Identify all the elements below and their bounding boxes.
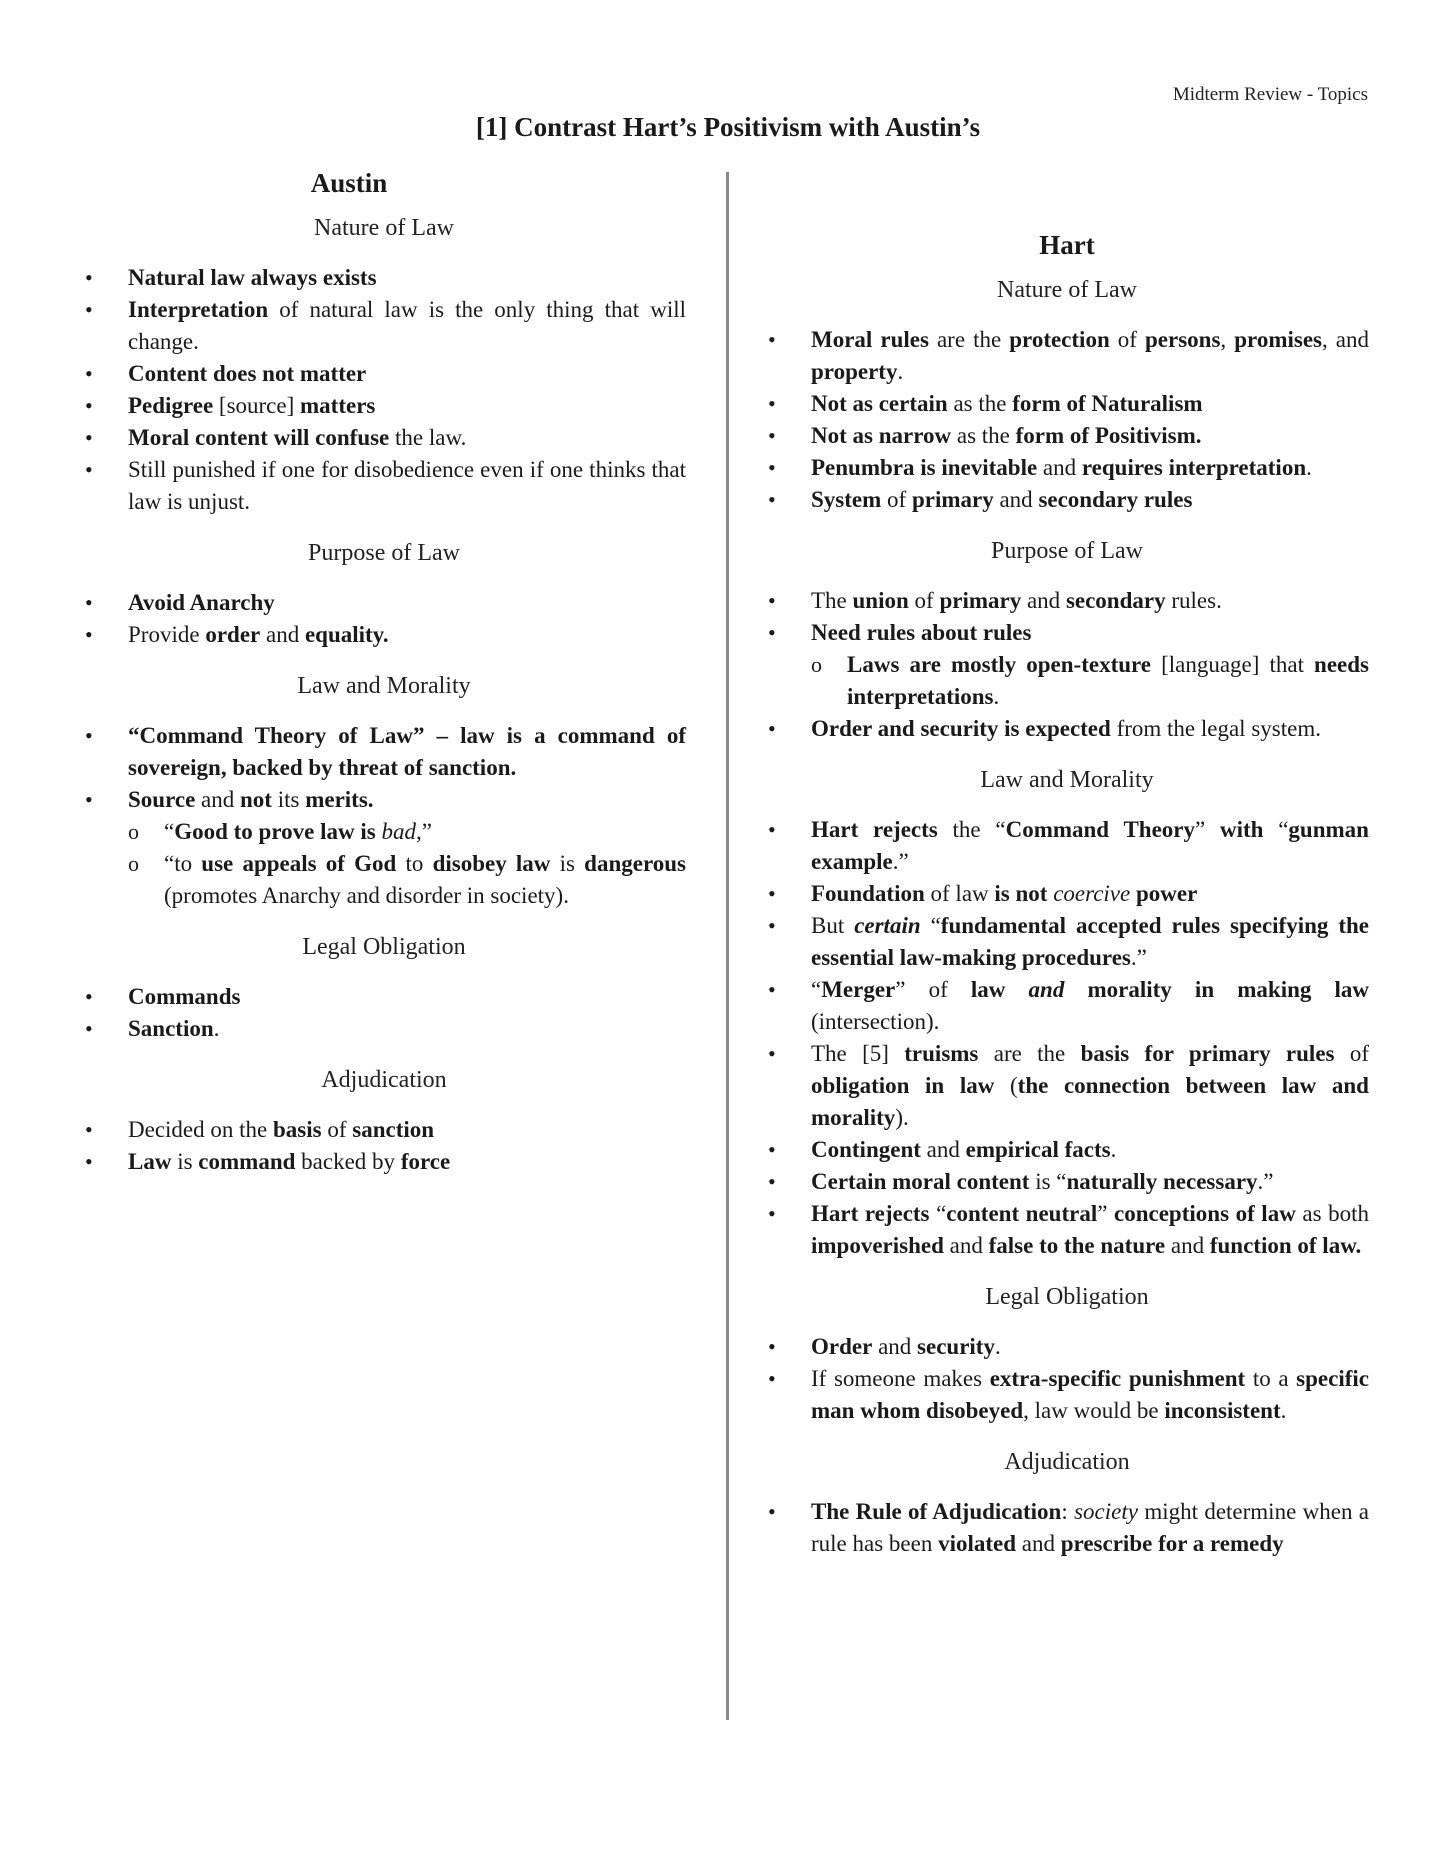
- text-run: Sanction: [128, 1016, 214, 1041]
- text-run: Foundation: [811, 881, 925, 906]
- text-run: Contingent: [811, 1137, 921, 1162]
- hart-nature-heading: Nature of Law: [997, 277, 1137, 303]
- text-run: Penumbra is inevitable: [811, 455, 1038, 480]
- text-run: power: [1135, 881, 1198, 906]
- text-run: Avoid Anarchy: [128, 590, 275, 615]
- text-run: of natural law is the only thing that will change.: [128, 297, 686, 354]
- bullet-item: [82, 358, 686, 390]
- bullet-item: [82, 422, 686, 454]
- text-run: and: [1028, 977, 1065, 1002]
- text-run: But: [811, 913, 855, 938]
- austin-nature-list: [82, 262, 686, 518]
- text-run: Interpretation: [128, 297, 269, 322]
- text-run: Provide: [128, 622, 206, 647]
- text-run: security: [917, 1334, 995, 1359]
- bullet-item: [765, 1363, 1369, 1427]
- text-run: of: [881, 487, 912, 512]
- text-run: requires interpretation: [1081, 455, 1307, 480]
- text-run: and: [920, 1137, 966, 1162]
- text-run: (: [994, 1073, 1018, 1098]
- text-run: and: [260, 622, 305, 647]
- text-run: .: [993, 684, 1000, 709]
- austin-obligation-heading: Legal Obligation: [302, 934, 466, 960]
- text-run: property: [811, 359, 898, 384]
- text-run: are the: [928, 327, 1010, 352]
- text-run: Decided on the: [128, 1117, 273, 1142]
- text-run: primary: [939, 588, 1022, 613]
- bullet-item: [765, 1496, 1369, 1560]
- hart-obligation-heading: Legal Obligation: [985, 1284, 1149, 1310]
- text-run: impoverished: [811, 1233, 944, 1258]
- text-run: Commands: [128, 984, 241, 1009]
- text-run: disobey law: [432, 851, 551, 876]
- text-run: of law: [924, 881, 995, 906]
- text-run: .: [213, 1016, 220, 1041]
- hart-column: [765, 230, 1369, 1582]
- text-run: truisms: [904, 1041, 979, 1066]
- hart-adjudication-list: [765, 1496, 1369, 1560]
- text-run: law: [970, 977, 1006, 1002]
- text-run: empirical facts: [965, 1137, 1111, 1162]
- text-run: are the: [978, 1041, 1081, 1066]
- bullet-item: [765, 452, 1369, 484]
- text-run: as both: [1295, 1201, 1369, 1226]
- hart-purpose-heading: Purpose of Law: [991, 538, 1143, 564]
- bullet-item: [765, 324, 1369, 388]
- text-run: sanction: [352, 1117, 435, 1142]
- text-run: [source]: [213, 393, 301, 418]
- text-run: fundamental accepted rules specifying the essential law-making procedures: [811, 913, 1369, 970]
- sub-bullet-item: [82, 816, 686, 848]
- text-run: ”: [421, 819, 432, 844]
- bullet-item: [82, 619, 686, 651]
- text-run: union: [852, 588, 909, 613]
- bullet-item: [765, 910, 1369, 974]
- bullet-item: [765, 617, 1369, 649]
- text-run: morality in making law: [1087, 977, 1370, 1002]
- text-run: protection: [1009, 327, 1110, 352]
- text-run: “Command Theory of Law” – law is a command of sovereign, backed by threat of sanction.: [128, 723, 686, 780]
- text-run: secondary rules: [1038, 487, 1193, 512]
- text-run: Certain moral content: [811, 1169, 1030, 1194]
- text-run: “: [1263, 817, 1289, 842]
- text-run: form of Positivism.: [1015, 423, 1202, 448]
- text-run: .: [1306, 455, 1312, 480]
- text-run: of: [321, 1117, 353, 1142]
- text-run: .”: [1130, 945, 1147, 970]
- text-run: specific man whom disobeyed: [811, 1366, 1369, 1423]
- text-run: the “: [937, 817, 1006, 842]
- austin-morality-heading: Law and Morality: [297, 673, 471, 699]
- text-run: its: [271, 787, 306, 812]
- text-run: equality.: [304, 622, 389, 647]
- text-run: conceptions of law: [1114, 1201, 1296, 1226]
- bullet-item: [82, 294, 686, 358]
- text-run: dangerous: [584, 851, 686, 876]
- text-run: with: [1219, 817, 1264, 842]
- austin-purpose-list: [82, 587, 686, 651]
- bullet-item: [82, 1114, 686, 1146]
- bullet-item: [765, 1198, 1369, 1262]
- austin-column: [82, 168, 686, 1200]
- text-run: and: [1037, 455, 1082, 480]
- text-run: command: [198, 1149, 296, 1174]
- text-run: The [5]: [811, 1041, 905, 1066]
- text-run: inconsistent: [1164, 1398, 1281, 1423]
- text-run: and: [993, 487, 1039, 512]
- text-run: merits.: [305, 787, 374, 812]
- text-run: The Rule of Adjudication: [811, 1499, 1062, 1524]
- bullet-item: [765, 1331, 1369, 1363]
- text-run: ”: [1195, 817, 1220, 842]
- austin-obligation-list: [82, 981, 686, 1045]
- text-run: Pedigree: [128, 393, 214, 418]
- text-run: Order: [811, 1334, 873, 1359]
- text-run: “: [164, 819, 175, 844]
- text-run: Moral content will confuse: [128, 425, 390, 450]
- text-run: and: [1021, 588, 1066, 613]
- text-run: violated: [938, 1531, 1017, 1556]
- text-run: coercive: [1053, 881, 1131, 906]
- bullet-item: [82, 262, 686, 294]
- text-run: the connection between law and morality: [811, 1073, 1369, 1130]
- austin-title: Austin: [310, 168, 388, 198]
- text-run: from the legal system.: [1110, 716, 1321, 741]
- text-run: rules.: [1165, 588, 1222, 613]
- text-run: ” of: [895, 977, 971, 1002]
- text-run: Moral rules: [811, 327, 929, 352]
- text-run: .”: [892, 849, 909, 874]
- text-run: false to the nature: [988, 1233, 1166, 1258]
- text-run: Not as certain: [811, 391, 948, 416]
- text-run: of: [1109, 327, 1146, 352]
- bullet-item: [765, 1134, 1369, 1166]
- text-run: use appeals of God: [201, 851, 397, 876]
- text-run: form of Naturalism: [1012, 391, 1203, 416]
- sub-bullet-item: [82, 848, 686, 912]
- bullet-item: [82, 587, 686, 619]
- sub-bullet-item: [765, 649, 1369, 713]
- text-run: :: [1061, 1499, 1075, 1524]
- text-run: to: [396, 851, 433, 876]
- text-run: [1064, 977, 1087, 1002]
- bullet-item: [82, 784, 686, 816]
- text-run: (promotes Anarchy and disorder in society).: [164, 883, 569, 908]
- text-run: Not as narrow: [811, 423, 952, 448]
- text-run: System: [811, 487, 882, 512]
- hart-purpose-list: [765, 585, 1369, 745]
- text-run: If someone makes: [811, 1366, 990, 1391]
- text-run: the law.: [389, 425, 467, 450]
- text-run: [1005, 977, 1028, 1002]
- austin-adjudication-heading: Adjudication: [321, 1067, 447, 1093]
- text-run: of: [908, 588, 940, 613]
- text-run: gunman example: [811, 817, 1369, 874]
- text-run: “: [811, 977, 822, 1002]
- text-run: “: [920, 913, 941, 938]
- bullet-item: [765, 814, 1369, 878]
- text-run: function of law.: [1209, 1233, 1362, 1258]
- text-run: Law: [128, 1149, 172, 1174]
- text-run: basis: [272, 1117, 322, 1142]
- text-run: as the: [947, 391, 1013, 416]
- bullet-item: [765, 1166, 1369, 1198]
- bullet-item: [765, 1038, 1369, 1134]
- running-header: Midterm Review - Topics: [1172, 84, 1368, 105]
- austin-adjudication-list: [82, 1114, 686, 1178]
- text-run: obligation in law: [811, 1073, 995, 1098]
- bullet-item: [765, 484, 1369, 516]
- text-run: , and: [1321, 327, 1369, 352]
- text-run: and: [943, 1233, 989, 1258]
- bullet-item: [765, 974, 1369, 1038]
- text-run: .: [994, 1334, 1001, 1359]
- text-run: and: [1016, 1531, 1061, 1556]
- hart-title: Hart: [1039, 230, 1095, 260]
- text-run: Good to prove law is: [174, 819, 382, 844]
- text-run: and: [872, 1334, 918, 1359]
- bullet-item: [765, 878, 1369, 910]
- hart-morality-heading: Law and Morality: [980, 767, 1154, 793]
- text-run: of: [1334, 1041, 1369, 1066]
- text-run: and: [195, 787, 241, 812]
- text-run: needs interpretations: [847, 652, 1369, 709]
- bullet-item: [82, 720, 686, 784]
- hart-adjudication-heading: Adjudication: [1004, 1449, 1130, 1475]
- text-run: Hart rejects: [811, 817, 938, 842]
- text-run: Laws are mostly open-texture: [847, 652, 1152, 677]
- column-divider: [726, 172, 729, 1720]
- text-run: “: [929, 1201, 947, 1226]
- text-run: Hart rejects: [811, 1201, 930, 1226]
- text-run: force: [400, 1149, 451, 1174]
- text-run: primary: [911, 487, 994, 512]
- text-run: Command Theory: [1005, 817, 1195, 842]
- text-run: is “: [1029, 1169, 1067, 1194]
- text-run: naturally necessary: [1066, 1169, 1258, 1194]
- text-run: ,: [1220, 327, 1235, 352]
- text-run: is not: [994, 881, 1048, 906]
- text-run: ”: [1097, 1201, 1115, 1226]
- text-run: basis for primary rules: [1080, 1041, 1335, 1066]
- bullet-item: [82, 454, 686, 518]
- text-run: might determine when a rule has been: [811, 1499, 1370, 1556]
- text-run: Merger: [821, 977, 896, 1002]
- text-run: Still punished if one for disobedience even if one thinks that law is unjust.: [128, 457, 686, 514]
- bullet-item: [765, 420, 1369, 452]
- text-run: content neutral: [946, 1201, 1098, 1226]
- bullet-item: [82, 1013, 686, 1045]
- text-run: backed by: [295, 1149, 401, 1174]
- text-run: certain: [854, 913, 921, 938]
- text-run: society: [1074, 1499, 1138, 1524]
- text-run: is: [171, 1149, 199, 1174]
- austin-morality-list: [82, 720, 686, 912]
- text-run: .: [1280, 1398, 1287, 1423]
- text-run: [language] that: [1151, 652, 1315, 677]
- hart-morality-list: [765, 814, 1369, 1262]
- page-title: [1] Contrast Hart’s Positivism with Austin’s: [475, 112, 981, 142]
- text-run: bad,: [381, 819, 422, 844]
- text-run: ).: [895, 1105, 909, 1130]
- bullet-item: [765, 585, 1369, 617]
- text-run: extra-specific punishment: [989, 1366, 1246, 1391]
- austin-purpose-heading: Purpose of Law: [308, 540, 460, 566]
- text-run: promises: [1234, 327, 1322, 352]
- text-run: as the: [951, 423, 1016, 448]
- text-run: secondary: [1065, 588, 1166, 613]
- text-run: persons: [1145, 327, 1221, 352]
- hart-nature-list: [765, 324, 1369, 516]
- bullet-item: [82, 390, 686, 422]
- bullet-item: [82, 1146, 686, 1178]
- text-run: not: [240, 787, 272, 812]
- text-run: .: [897, 359, 904, 384]
- text-run: Natural law always exists: [128, 265, 377, 290]
- text-run: (intersection).: [811, 1009, 940, 1034]
- bullet-item: [82, 981, 686, 1013]
- bullet-item: [765, 388, 1369, 420]
- text-run: .: [1110, 1137, 1117, 1162]
- text-run: prescribe for a remedy: [1060, 1531, 1284, 1556]
- text-run: The: [811, 588, 853, 613]
- text-run: Need rules about rules: [811, 620, 1032, 645]
- text-run: , law would be: [1023, 1398, 1165, 1423]
- bullet-item: [765, 713, 1369, 745]
- text-run: order: [205, 622, 261, 647]
- text-run: “to: [164, 851, 202, 876]
- text-run: to a: [1245, 1366, 1297, 1391]
- text-run: is: [550, 851, 585, 876]
- text-run: Content does not matter: [128, 361, 367, 386]
- text-run: .”: [1257, 1169, 1274, 1194]
- text-run: and: [1165, 1233, 1210, 1258]
- text-run: Order and security is expected: [811, 716, 1111, 741]
- text-run: Source: [128, 787, 196, 812]
- hart-obligation-list: [765, 1331, 1369, 1427]
- text-run: matters: [300, 393, 376, 418]
- austin-nature-heading: Nature of Law: [314, 215, 454, 241]
